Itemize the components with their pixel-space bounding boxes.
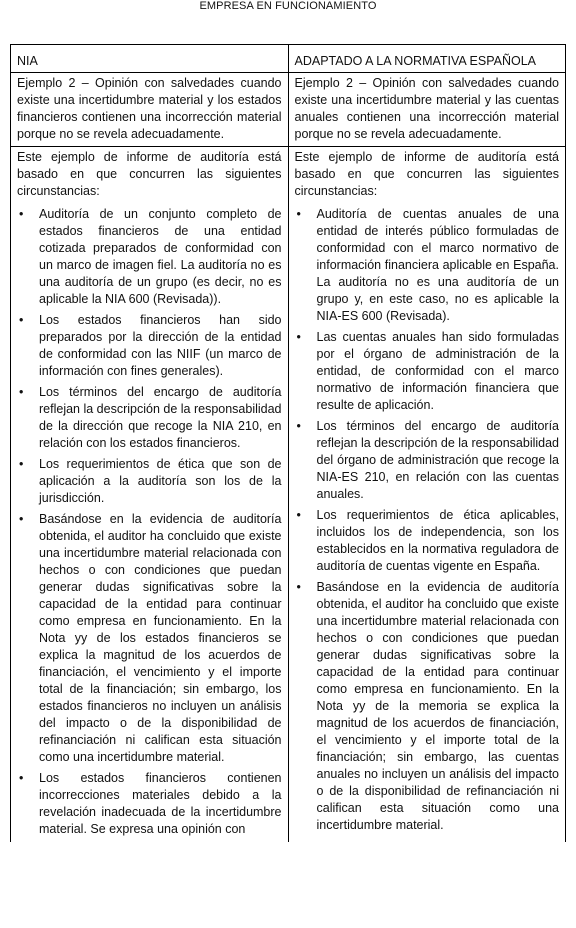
list-item [17,312,282,380]
list-item [295,418,560,503]
list-item-text: Los estados financieros contienen incorrecciones materiales debido a la revelación inadecuada de la incertidumbre material. Se expresa una opinión con [39,771,282,836]
bullet-icon: • [19,385,24,399]
content-cell-spanish [288,147,566,843]
list-item [295,329,560,414]
list-item [17,384,282,452]
list-item-text: Los estados financieros han sido preparados por la dirección de la entidad de conformidad con las NIIF (un marco de información con fines generales). [39,313,282,378]
example-row [11,73,566,147]
circumstance-list [295,206,560,834]
comparison-table [10,44,566,842]
list-item-text: Basándose en la evidencia de auditoría obtenida, el auditor ha concluido que existe una incertidumbre material relacionada con hechos o con condiciones que puedan generar dudas significativas sobre la capacidad de la entidad para continuar como empresa en funcionamiento. En la Nota yy de la memoria se explica la magnitud de los acuerdos de financiación, el vencimiento y el importe total de la financiación; sin embargo, las cuentas anuales no incluyen un análisis del impacto o de la disponibilidad de refinanciación ni califican esta situación como una incertidumbre material. [316,580,559,832]
list-item-text: Auditoría de un conjunto completo de estados financieros de una entidad cotizada preparados de conformidad con un marco de imagen fiel. La auditoría no es una auditoría de un grupo (es decir, no es aplicable la NIA 600 (Revisada)). [39,207,282,306]
bullet-icon: • [296,207,301,221]
page-title: EMPRESA EN FUNCIONAMIENTO [199,0,377,12]
bullet-icon: • [296,419,301,433]
list-item-text: Las cuentas anuales han sido formuladas por el órgano de administración de la entidad, de conformidad con el marco normativo de información financiera que resulte de aplicación. [316,330,559,412]
list-item-text: Basándose en la evidencia de auditoría obtenida, el auditor ha concluido que existe una incertidumbre material relacionada con hechos o con condiciones que puedan generar dudas significativas sobre la capacidad de la entidad para continuar como empresa en funcionamiento. En la Nota yy de los estados financieros se explica la magnitud de los acuerdos de financiación, el vencimiento y el importe total de la financiación; sin embargo, los estados financieros no incluyen un análisis del impacto o de la disponibilidad de refinanciación ni califican esta situación como una incertidumbre material. [39,512,282,764]
bullet-icon: • [296,508,301,522]
list-item-text: Auditoría de cuentas anuales de una entidad de interés público formuladas de conformidad con el marco normativo de información financiera aplicable en España. La auditoría no es una auditoría de un grupo y, en este caso, no es aplicable la NIA-ES 600 (Revisada). [316,207,559,323]
bullet-icon: • [19,771,24,785]
bullet-icon: • [19,512,24,526]
list-item [17,511,282,766]
list-item-text: Los términos del encargo de auditoría reflejan la descripción de la responsabilidad de la dirección que recoge la NIA 210, en relación con los estados financieros. [39,385,282,450]
list-item [295,507,560,575]
circumstance-list [17,206,282,838]
list-item [295,206,560,325]
column-heading-nia: NIA [11,45,289,73]
table-header-row [11,45,566,73]
intro-text: Este ejemplo de informe de auditoría está basado en que concurren las siguientes circunstancias: [17,150,282,198]
column-heading-spanish: ADAPTADO A LA NORMATIVA ESPAÑOLA [288,45,566,73]
bullet-icon: • [19,457,24,471]
bullet-icon: • [296,580,301,594]
list-item [17,770,282,838]
list-item-text: Los requerimientos de ética aplicables, incluidos los de independencia, son los establecidos en la normativa reguladora de auditoría de cuentas vigente en España. [316,508,559,573]
list-item [17,456,282,507]
list-item [295,579,560,834]
list-item-text: Los términos del encargo de auditoría reflejan la descripción de la responsabilidad del órgano de administración que recoge la NIA-ES 210, en relación con las cuentas anuales. [316,419,560,501]
bullet-icon: • [296,330,301,344]
bullet-icon: • [19,313,24,327]
example-title-nia: Ejemplo 2 – Opinión con salvedades cuando existe una incertidumbre material y los estados financieros contienen una incorrección material porque no se revela adecuadamente. [11,73,289,147]
list-item-text: Los requerimientos de ética que son de aplicación a la auditoría son los de la jurisdicción. [39,457,282,505]
content-row [11,147,566,843]
intro-text: Este ejemplo de informe de auditoría está basado en que concurren las siguientes circunstancias: [294,150,559,198]
content-cell-nia [11,147,289,843]
example-title-spanish: Ejemplo 2 – Opinión con salvedades cuando existe una incertidumbre material y las cuentas anuales contienen una incorrección material porque no se revela adecuadamente. [288,73,566,147]
list-item [17,206,282,308]
bullet-icon: • [19,207,24,221]
